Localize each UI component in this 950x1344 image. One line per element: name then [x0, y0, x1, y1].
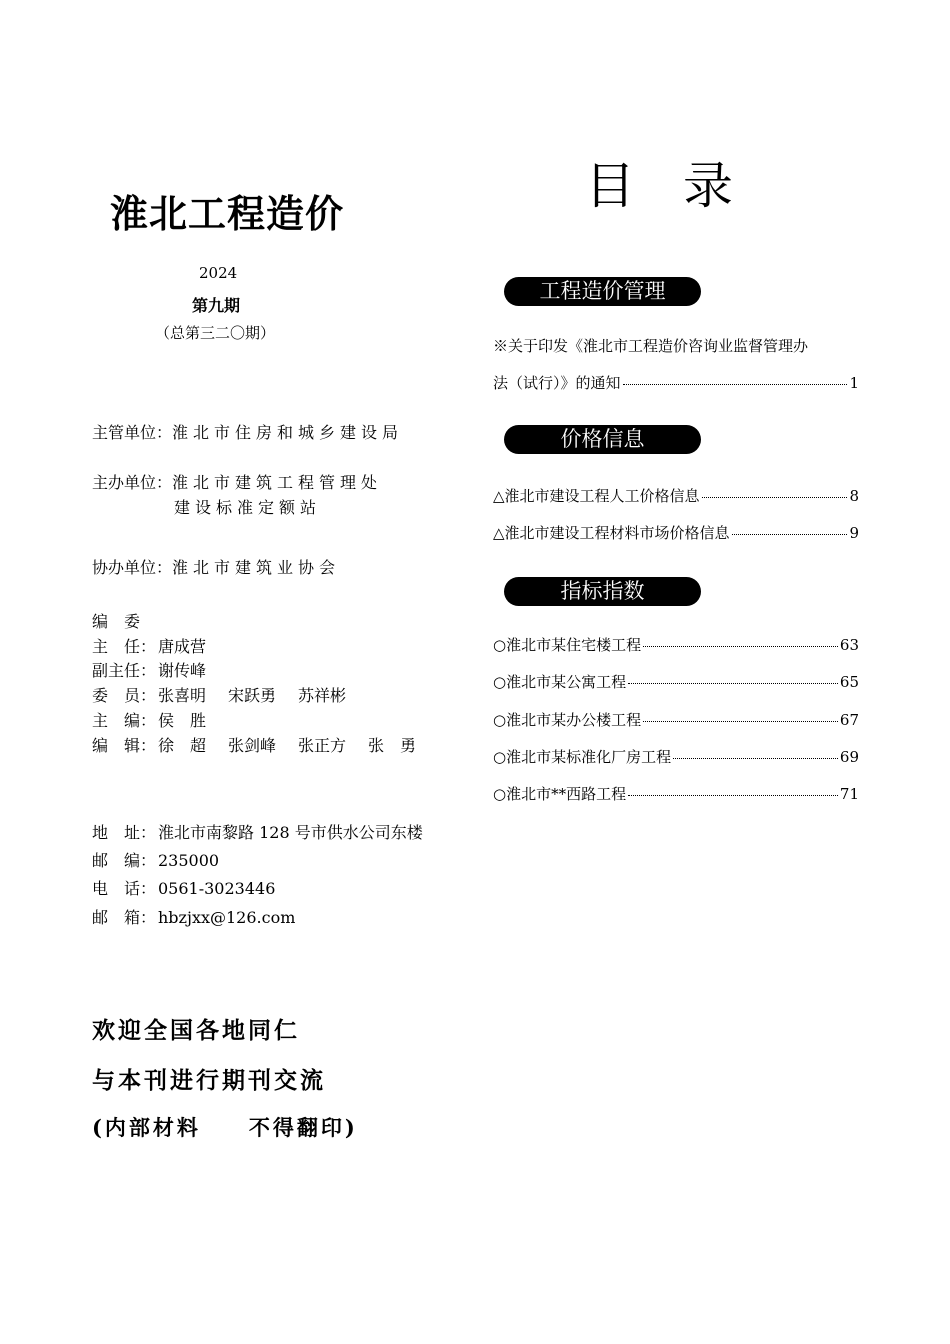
email-row	[92, 905, 295, 928]
toc-entry-title: ○淮北市某办公楼工程	[493, 711, 642, 729]
member-name: 宋跃勇	[228, 686, 277, 705]
welcome-line-3: (内部材料 不得翻印)	[92, 1115, 358, 1140]
toc-entry-title: 法（试行）》的通知	[493, 374, 621, 392]
toc-leader-dots	[628, 683, 838, 684]
chief-editor-label: 主 编：	[92, 711, 157, 730]
deputy-name: 谢传峰	[158, 661, 207, 680]
toc-entry[interactable]	[493, 746, 859, 768]
total-issue-number: （总第三二〇期）	[155, 324, 276, 342]
toc-entry[interactable]	[493, 522, 859, 544]
chief-editor-name: 侯 胜	[158, 711, 207, 730]
postcode-label: 邮 编：	[92, 851, 157, 870]
toc-entry-title: ○淮北市某公寓工程	[493, 673, 627, 691]
postcode-row	[92, 848, 219, 871]
toc-leader-dots	[643, 721, 838, 722]
welcome-line-2: 与本刊进行期刊交流	[92, 1067, 326, 1094]
toc-entry-page: 69	[839, 748, 859, 766]
toc-entry-page: 63	[839, 636, 859, 654]
address-label: 地 址：	[92, 823, 157, 842]
toc-entry-page: 8	[849, 487, 859, 505]
editor-name: 张剑峰	[228, 736, 277, 755]
editors-label: 编 辑：	[92, 736, 157, 755]
members-label: 委 员：	[92, 686, 157, 705]
toc-entry-title: ○淮北市某住宅楼工程	[493, 636, 642, 654]
toc-section-cost-management: 工程造价管理	[504, 277, 701, 306]
address-value: 淮北市南黎路 128 号市供水公司东楼	[158, 823, 423, 842]
toc-entry-title: △淮北市建设工程人工价格信息	[493, 487, 700, 505]
toc-entry-page: 71	[839, 785, 859, 803]
toc-entry-page: 67	[839, 711, 859, 729]
toc-leader-dots	[673, 758, 838, 759]
toc-section-price-info: 价格信息	[504, 425, 701, 454]
issue-year: 2024	[199, 264, 238, 282]
toc-entry-title: ○淮北市**西路工程	[493, 785, 627, 803]
toc-leader-dots	[643, 646, 838, 647]
toc-leader-dots	[732, 534, 848, 535]
toc-leader-dots	[623, 384, 848, 385]
director-label: 主 任：	[92, 637, 157, 656]
supervisor-value: 淮北市住房和城乡建设局	[172, 423, 404, 442]
email-label: 邮 箱：	[92, 908, 157, 927]
sponsor-label: 主办单位：	[92, 473, 173, 492]
toc-entry-page: 9	[849, 524, 859, 542]
director-row	[92, 634, 206, 657]
sponsor-value-line1: 淮北市建筑工程管理处	[172, 473, 383, 492]
toc-entry[interactable]	[493, 709, 859, 731]
toc-entry[interactable]	[493, 372, 859, 394]
toc-entry[interactable]	[493, 671, 859, 693]
toc-leader-dots	[628, 795, 838, 796]
supervisor-label: 主管单位：	[92, 423, 173, 442]
member-name: 张喜明	[158, 686, 207, 705]
toc-entry-line[interactable]: ※关于印发《淮北市工程造价咨询业监督管理办	[493, 337, 809, 355]
email-value: hbzjxx@126.com	[158, 908, 296, 927]
co-sponsor-value: 淮北市建筑业协会	[172, 558, 341, 577]
toc-entry-page: 1	[849, 374, 859, 392]
editors-row	[92, 733, 438, 756]
member-name: 苏祥彬	[298, 686, 347, 705]
journal-title: 淮北工程造价	[110, 192, 345, 236]
members-row	[92, 683, 368, 706]
toc-entry[interactable]	[493, 634, 859, 656]
toc-section-indicators: 指标指数	[504, 577, 701, 606]
deputy-row	[92, 658, 206, 681]
editor-name: 徐 超	[158, 736, 207, 755]
sponsor-row	[92, 470, 382, 493]
toc-entry[interactable]	[493, 783, 859, 805]
editor-name: 张正方	[298, 736, 347, 755]
toc-entry[interactable]	[493, 485, 859, 507]
supervisor-row	[92, 420, 403, 443]
address-row	[92, 820, 423, 843]
director-name: 唐成营	[158, 637, 207, 656]
toc-heading	[585, 146, 781, 218]
editor-name: 张 勇	[368, 736, 417, 755]
toc-entry-page: 65	[839, 673, 859, 691]
toc-heading-left: 目	[585, 157, 635, 215]
co-sponsor-label: 协办单位：	[92, 558, 173, 577]
sponsor-value-line2: 建设标准定额站	[174, 498, 322, 517]
phone-value: 0561-3023446	[158, 879, 276, 898]
chief-editor-row	[92, 708, 206, 731]
editorial-board-label: 编 委	[92, 612, 141, 631]
phone-row	[92, 876, 275, 899]
co-sponsor-row	[92, 555, 340, 578]
toc-entry-title: △淮北市建设工程材料市场价格信息	[493, 524, 730, 542]
issue-number: 第九期	[192, 296, 241, 315]
deputy-label: 副主任：	[92, 661, 157, 680]
welcome-line-1: 欢迎全国各地同仁	[92, 1017, 300, 1044]
toc-entry-title: ○淮北市某标准化厂房工程	[493, 748, 672, 766]
toc-leader-dots	[702, 497, 848, 498]
toc-heading-right: 录	[683, 157, 733, 215]
phone-label: 电 话：	[92, 879, 157, 898]
postcode-value: 235000	[158, 851, 220, 870]
